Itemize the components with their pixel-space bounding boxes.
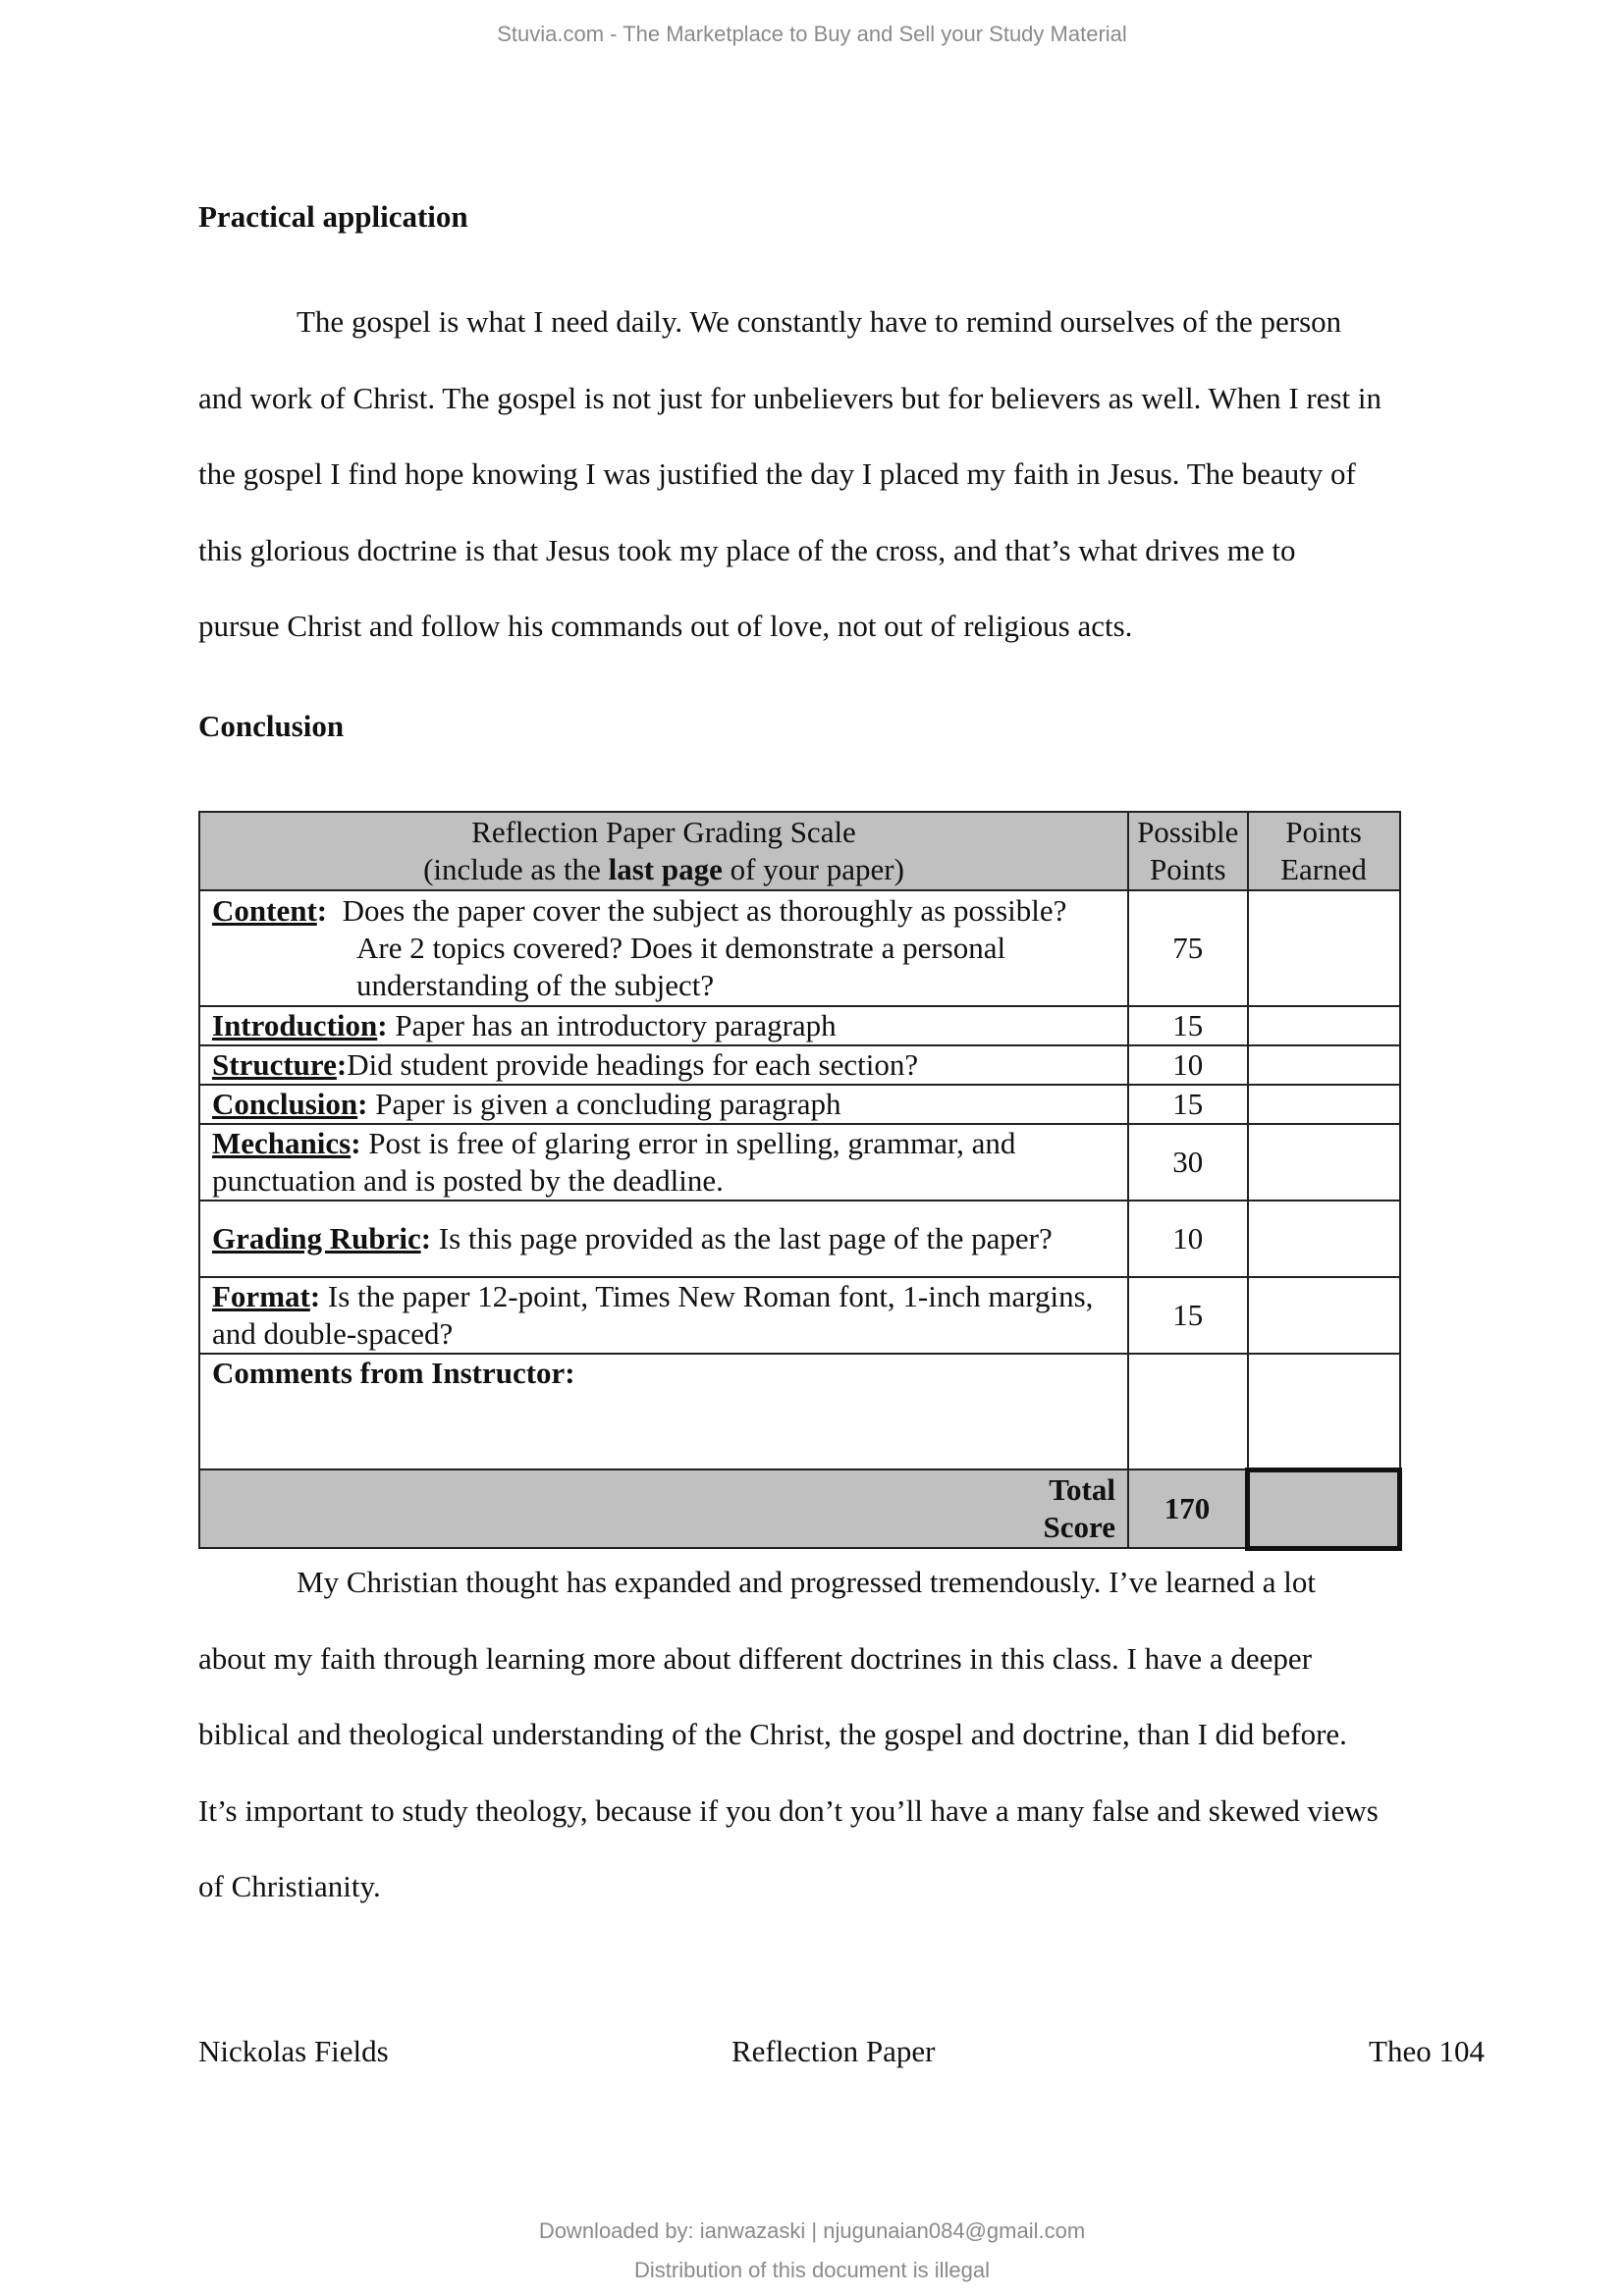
rubric-total-row: [199, 1469, 1400, 1548]
total-score-label: Total Score: [199, 1469, 1128, 1548]
comments-label: Comments from Instructor:: [199, 1354, 1128, 1469]
rubric-criterion: Conclusion: Paper is given a concluding paragraph: [199, 1085, 1128, 1124]
rubric-title-cell: [199, 812, 1128, 890]
rubric-row-comments: [199, 1354, 1400, 1469]
rubric-criterion: Structure:Did student provide headings for each section?: [199, 1045, 1128, 1085]
rubric-points: 15: [1128, 1006, 1248, 1045]
rubric-earned-cell[interactable]: [1248, 1124, 1400, 1201]
rubric-points: 15: [1128, 1277, 1248, 1354]
practical-application-paragraph: [198, 284, 1485, 665]
rubric-points: 15: [1128, 1085, 1248, 1124]
rubric-criterion: Content: Does the paper cover the subject as thoroughly as possible? Are 2 topics covered? Does it demonstrate a personal understanding of the subject?: [199, 890, 1128, 1006]
footer-course: Theo 104: [1369, 2034, 1485, 2068]
paragraph-line: It’s important to study theology, because if you don’t you’ll have a many false and skewed views: [198, 1792, 1379, 1828]
paragraph-line: My Christian thought has expanded and progressed tremendously. I’ve learned a lot: [297, 1565, 1316, 1599]
rubric-points: 30: [1128, 1124, 1248, 1201]
rubric-criterion: Format: Is the paper 12-point, Times New Roman font, 1-inch margins, and double-spaced?: [199, 1277, 1128, 1354]
distribution-watermark: Distribution of this document is illegal: [634, 2258, 990, 2282]
paragraph-line: and work of Christ. The gospel is not just for unbelievers but for believers as well. When I rest in: [198, 380, 1382, 415]
paragraph-line: biblical and theological understanding of the Christ, the gospel and doctrine, than I did before.: [198, 1717, 1347, 1751]
page-footer: [198, 2034, 1485, 2073]
paragraph-line: about my faith through learning more about different doctrines in this class. I have a deeper: [198, 1640, 1313, 1676]
paragraph-line: pursue Christ and follow his commands out of love, not out of religious acts.: [198, 609, 1133, 643]
footer-title: Reflection Paper: [731, 2034, 936, 2068]
rubric-row-grading-rubric: [199, 1201, 1400, 1277]
stuvia-watermark-top: Stuvia.com - The Marketplace to Buy and Sell your Study Material: [497, 22, 1127, 46]
heading-conclusion: Conclusion: [198, 709, 345, 743]
rubric-row-conclusion: [199, 1085, 1400, 1124]
paragraph-line: the gospel I find hope knowing I was justified the day I placed my faith in Jesus. The beauty of: [198, 456, 1356, 491]
rubric-subtitle: (include as the last page of your paper): [423, 852, 904, 886]
grading-rubric-table: [198, 811, 1402, 1551]
paragraph-line: of Christianity.: [198, 1869, 381, 1903]
paragraph-line: The gospel is what I need daily. We constantly have to remind ourselves of the person: [297, 304, 1342, 339]
rubric-points: 10: [1128, 1045, 1248, 1085]
footer-author: Nickolas Fields: [198, 2034, 389, 2068]
rubric-title: Reflection Paper Grading Scale: [471, 815, 856, 849]
downloaded-by-watermark: Downloaded by: ianwazaski | njugunaian084@gmail.com: [538, 2218, 1086, 2243]
comments-points-cell: [1128, 1354, 1248, 1469]
rubric-earned-cell[interactable]: [1248, 1277, 1400, 1354]
rubric-row-format: [199, 1277, 1400, 1354]
rubric-criterion: Introduction: Paper has an introductory paragraph: [199, 1006, 1128, 1045]
rubric-row-content: [199, 890, 1400, 1006]
rubric-points: 10: [1128, 1201, 1248, 1277]
comments-earned-cell[interactable]: [1248, 1354, 1400, 1469]
rubric-row-structure: [199, 1045, 1400, 1085]
rubric-earned-cell[interactable]: [1248, 1045, 1400, 1085]
rubric-points: 75: [1128, 890, 1248, 1006]
paragraph-line: this glorious doctrine is that Jesus took my place of the cross, and that’s what drives me to: [198, 532, 1296, 567]
total-earned-cell[interactable]: [1248, 1469, 1400, 1548]
rubric-row-introduction: [199, 1006, 1400, 1045]
rubric-criterion: Grading Rubric: Is this page provided as the last page of the paper?: [199, 1201, 1128, 1277]
total-possible-points: 170: [1128, 1469, 1248, 1548]
rubric-row-mechanics: [199, 1124, 1400, 1201]
heading-practical-application: Practical application: [198, 199, 468, 234]
rubric-earned-cell[interactable]: [1248, 890, 1400, 1006]
rubric-criterion: Mechanics: Post is free of glaring error in spelling, grammar, and punctuation and is posted by the deadline.: [199, 1124, 1128, 1201]
possible-points-header: Possible Points: [1128, 812, 1248, 890]
rubric-earned-cell[interactable]: [1248, 1201, 1400, 1277]
rubric-earned-cell[interactable]: [1248, 1085, 1400, 1124]
rubric-earned-cell[interactable]: [1248, 1006, 1400, 1045]
rubric-header-row: [199, 812, 1400, 890]
conclusion-paragraph: [198, 1544, 1485, 1925]
points-earned-header: Points Earned: [1248, 812, 1400, 890]
